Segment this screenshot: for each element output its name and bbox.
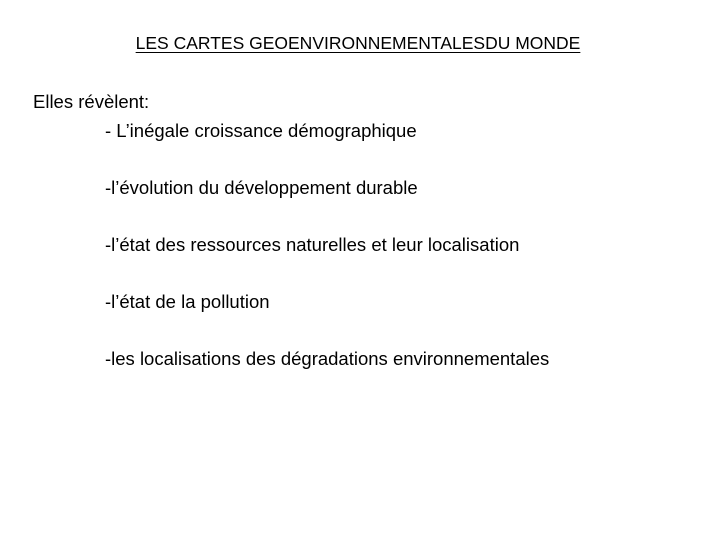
list-item: -l’état des ressources naturelles et leur localisation: [105, 234, 520, 255]
list-item: -l’évolution du développement durable: [105, 177, 418, 198]
slide-title: LES CARTES GEOENVIRONNEMENTALESDU MONDE: [135, 33, 581, 53]
list-item: -l’état de la pollution: [105, 291, 270, 312]
list-item: -les localisations des dégradations environnementales: [105, 348, 550, 369]
list-item: - L’inégale croissance démographique: [105, 120, 417, 141]
intro-text: Elles révèlent:: [33, 91, 150, 112]
